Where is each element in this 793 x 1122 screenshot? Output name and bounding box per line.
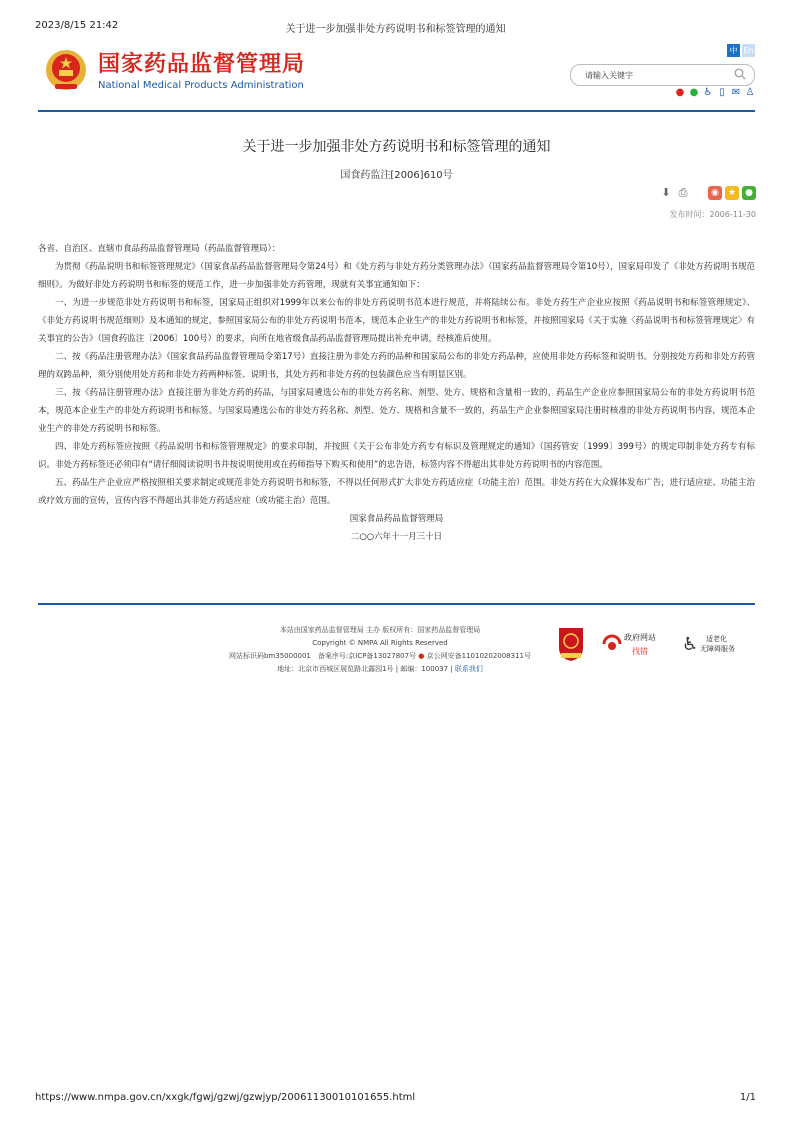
police-badge-icon: ● [418, 652, 425, 660]
footer-police[interactable]: 京公网安备11010202008311号 [426, 652, 531, 660]
gov-site-icon [602, 632, 622, 656]
footer-registration [200, 650, 560, 663]
print-icon[interactable]: ⎙ [678, 186, 688, 199]
accessibility-icon[interactable]: ♿ [703, 87, 713, 98]
article-body [38, 240, 755, 546]
signature-date: 二○○六年十一月三十日 [350, 532, 443, 542]
publish-date [670, 209, 757, 220]
paragraph: 二、按《药品注册管理办法》（国家食品药品监督管理局令第17号）直接注册为非处方药的品种和国家局公布的非处方药品种，应使用非处方药标签和说明书。分别按处方药和非处方药管理的双跨品种，须分别使用处方药和非处方药两种标签、说明书，其处方药和非处方药的包装颜色应当有明显区别。 [38, 352, 755, 380]
gov-site-error-report[interactable] [602, 630, 672, 660]
footer-icp[interactable]: 网站标识码bm35000001 备案序号:京ICP备13027807号 [229, 652, 417, 660]
article-tools [659, 186, 756, 200]
wechat-icon[interactable]: ● [689, 87, 699, 98]
footer-copyright: Copyright © NMPA All Rights Reserved [312, 639, 448, 647]
salutation: 各省、自治区、直辖市食品药品监督管理局（药品监督管理局）： [38, 244, 281, 254]
document-number: 国食药监注[2006]610号 [340, 170, 453, 181]
print-footer [35, 1092, 756, 1106]
site-brand[interactable] [98, 52, 305, 93]
elder-label: 适老化 [706, 635, 727, 643]
print-url: https://www.nmpa.gov.cn/xxgk/fgwj/gzwj/gzwjyp/20061130010101655.html [35, 1092, 416, 1103]
site-name-cn: 国家药品监督管理局 [98, 52, 306, 77]
print-timestamp: 2023/8/15 21:42 [35, 20, 119, 31]
site-header [38, 44, 755, 104]
lang-zh-button[interactable]: 中 [727, 44, 740, 57]
language-switch [727, 44, 755, 57]
wheelchair-icon: ♿ [682, 634, 699, 655]
paragraph: 四、非处方药标签应按照《药品说明书和标签管理规定》的要求印制，并按照《关于公布非处方药专有标识及管理规定的通知》（国药管安〔1999〕399号）的规定印制非处方药专有标识。非处方药标签还必须印有“请仔细阅读说明书并按说明使用或在药师指导下购买和使用”的忠告语，标签内容不得超出其非处方药说明书的内容范围。 [38, 442, 755, 470]
weibo-icon[interactable]: ● [675, 87, 685, 98]
share-weibo-icon[interactable]: ◉ [708, 186, 722, 200]
elder-accessibility-service[interactable] [682, 632, 752, 658]
footer-sponsor: 本站由国家药品监督管理局 主办 版权所有：国家药品监督管理局 [279, 626, 481, 634]
publish-date-label: 发布时间： [669, 210, 710, 219]
national-emblem-icon[interactable] [43, 48, 89, 94]
print-page-number: 1/1 [739, 1092, 756, 1103]
footer-address: 地址：北京市西城区展览路北露园1号 | 邮编：100037 | [277, 665, 453, 673]
paragraph: 五、药品生产企业应严格按照相关要求制定或规范非处方药说明书和标签，不得以任何形式扩大非处方药适应症（功能主治）范围。非处方药在大众媒体发布广告，进行适应症、功能主治或疗效方面的宣传，宣传内容不得超出其非处方药适应症（或功能主治）范围。 [38, 478, 755, 506]
print-header [35, 20, 756, 34]
site-name-en: National Medical Products Administration [98, 80, 304, 91]
contact-us-link[interactable]: 联系我们 [454, 665, 483, 673]
social-links [675, 88, 755, 98]
search-box [570, 64, 755, 86]
signature-org: 国家食品药品监督管理局 [349, 514, 444, 524]
publish-date-value: 2006-11-30 [709, 210, 756, 219]
print-page-title: 关于进一步加强非处方药说明书和标签管理的通知 [285, 24, 506, 35]
share-qzone-icon[interactable]: ★ [725, 186, 739, 200]
mail-icon[interactable]: ✉ [731, 87, 741, 98]
header-divider [38, 110, 755, 112]
party-gov-badge[interactable] [556, 626, 586, 662]
mobile-icon[interactable]: ▯ [719, 87, 725, 98]
footer-address-line [200, 663, 560, 676]
paragraph: 为贯彻《药品说明书和标签管理规定》（国家食品药品监督管理局令第24号）和《处方药与非处方药分类管理办法》（国家药品监督管理局令第10号），国家局印发了《非处方药说明书规范细则》。为做好非处方药说明书和标签的规范工作，进一步加强非处方药管理，现就有关事宜通知如下： [38, 262, 755, 290]
article-title: 关于进一步加强非处方药说明书和标签管理的通知 [242, 139, 551, 155]
share-wechat-icon[interactable]: ● [742, 186, 756, 200]
party-gov-badge-icon [556, 626, 586, 662]
lang-en-button[interactable]: En [743, 46, 754, 55]
gov-site-label: 政府网站 [624, 633, 656, 642]
accessibility-label: 无障碍服务 [700, 645, 735, 653]
site-footer [200, 624, 560, 676]
paragraph: 一、为进一步规范非处方药说明书和标签，国家局正组织对1999年以来公布的非处方药说明书范本进行规范，并将陆续公布。非处方药生产企业应按照《药品说明书和标签管理规定》、《非处方药说明书规范细则》及本通知的规定，参照国家局公布的非处方药说明书范本，规范本企业生产的非处方药说明书和标签，并按照国家局《关于实施〈药品说明书和标签管理规定〉有关事宜的公告》（国食药监注〔2006〕100号）的要求，向所在地省级食品药品监督管理局提出补充申请，经核准后使用。 [38, 298, 755, 344]
download-icon[interactable]: ⬇ [661, 186, 671, 199]
footer-divider [38, 603, 755, 605]
user-icon[interactable]: ♙ [745, 87, 755, 98]
search-input[interactable] [585, 68, 725, 82]
paragraph: 三、按《药品注册管理办法》直接注册为非处方药的药品，与国家局遴选公布的非处方药名称、剂型、处方、规格和含量相一致的，药品生产企业应参照国家局公布的非处方药说明书范本，规范本企业生产的非处方药说明书和标签。与国家局遴选公布的非处方药名称、剂型、处方、规格和含量不一致的，药品生产企业参照国家局注册时核准的非处方药说明书内容，规范本企业生产的非处方药说明书和标签。 [38, 388, 755, 434]
gov-site-action: 找错 [632, 647, 648, 656]
search-icon[interactable] [734, 68, 746, 80]
